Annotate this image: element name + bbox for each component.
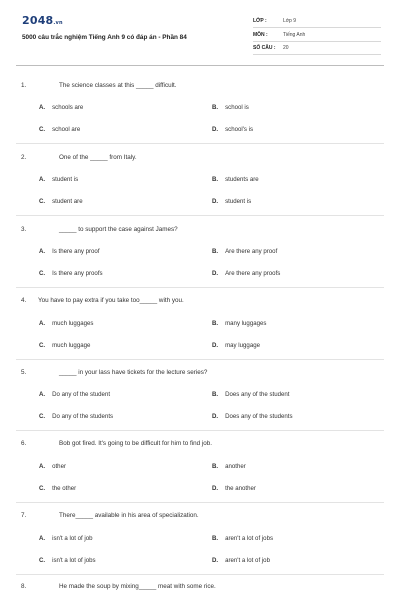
question-separator <box>16 430 384 431</box>
question-text: You have to pay extra if you take too_____ with you. <box>38 297 184 304</box>
meta-label: SỐ CÂU : <box>253 45 276 51</box>
logo-text: 2048 <box>22 14 54 27</box>
option-letter: D. <box>212 557 219 564</box>
option-d[interactable] <box>212 413 293 420</box>
option-letter: C. <box>39 413 46 420</box>
meta-value: Lớp 9 <box>283 18 297 24</box>
option-letter: A. <box>39 320 46 327</box>
question-text: He made the soup by mixing_____ meat with some rice. <box>59 583 216 590</box>
option-letter: C. <box>39 126 46 133</box>
option-c[interactable] <box>39 485 76 492</box>
option-text: many luggages <box>225 320 267 327</box>
option-letter: C. <box>39 198 46 205</box>
document-title: 5000 câu trắc nghiệm Tiếng Anh 9 có đáp án - Phần 84 <box>22 34 187 41</box>
option-letter: D. <box>212 198 219 205</box>
option-text: aren't a lot of job <box>225 557 270 564</box>
option-letter: B. <box>212 535 219 542</box>
option-text: much luggages <box>52 320 94 327</box>
logo-tld: .vn <box>53 20 63 26</box>
option-letter: C. <box>39 270 46 277</box>
meta-value: Tiếng Anh <box>283 31 306 38</box>
option-letter: C. <box>39 342 46 349</box>
option-letter: D. <box>212 485 219 492</box>
option-letter: A. <box>39 176 46 183</box>
question-separator <box>16 502 384 503</box>
option-text: Does any of the student <box>225 391 290 398</box>
option-b[interactable] <box>212 176 259 183</box>
option-text: school is <box>225 104 249 111</box>
option-text: the other <box>52 485 77 492</box>
option-a[interactable] <box>39 104 83 111</box>
question-text: Bob got fired. It's going to be difficult for him to find job. <box>59 440 212 447</box>
option-text: may luggage <box>225 342 260 349</box>
question-number: 2. <box>21 154 27 161</box>
question-text: There_____ available in his area of specialization. <box>59 512 199 519</box>
option-d[interactable] <box>212 126 253 133</box>
question-separator <box>16 143 384 144</box>
question-text: _____ to support the case against James? <box>59 226 178 233</box>
option-letter: A. <box>39 104 46 111</box>
option-text: the another <box>225 485 256 492</box>
option-letter: A. <box>39 248 46 255</box>
option-d[interactable] <box>212 270 280 277</box>
question-separator <box>16 359 384 360</box>
option-text: isn't a lot of jobs <box>52 557 96 564</box>
option-text: isn't a lot of job <box>52 535 93 542</box>
option-letter: A. <box>39 463 46 470</box>
option-text: school's is <box>225 126 254 133</box>
question-text: One of the _____ from Italy. <box>59 154 137 161</box>
option-text: much luggage <box>52 342 91 349</box>
option-c[interactable] <box>39 413 113 420</box>
question-number: 6. <box>21 440 27 447</box>
option-b[interactable] <box>212 248 277 255</box>
option-letter: B. <box>212 463 219 470</box>
question-number: 8. <box>21 583 27 590</box>
option-letter: B. <box>212 320 219 327</box>
meta-value: 20 <box>283 45 289 51</box>
option-text: schools are <box>52 104 84 111</box>
option-c[interactable] <box>39 557 96 564</box>
option-text: Are there any proof <box>225 248 278 255</box>
option-b[interactable] <box>212 320 266 327</box>
option-text: Are there any proofs <box>225 270 281 277</box>
option-c[interactable] <box>39 126 80 133</box>
question-number: 4. <box>21 297 27 304</box>
option-letter: A. <box>39 391 46 398</box>
option-a[interactable] <box>39 248 100 255</box>
option-text: student is <box>225 198 252 205</box>
question-separator <box>16 215 384 216</box>
question-number: 1. <box>21 82 27 89</box>
question-separator <box>16 574 384 575</box>
option-text: another <box>225 463 246 470</box>
option-text: other <box>52 463 66 470</box>
option-text: students are <box>225 176 259 183</box>
option-a[interactable] <box>39 391 110 398</box>
option-d[interactable] <box>212 198 251 205</box>
option-text: student is <box>52 176 79 183</box>
question-number: 5. <box>21 369 27 376</box>
option-letter: C. <box>39 557 46 564</box>
question-separator <box>16 287 384 288</box>
option-letter: C. <box>39 485 46 492</box>
option-b[interactable] <box>212 463 246 470</box>
question-number: 7. <box>21 512 27 519</box>
option-d[interactable] <box>212 557 270 564</box>
option-letter: B. <box>212 391 219 398</box>
meta-label: MÔN : <box>253 31 268 38</box>
question-text: _____ in your lass have tickets for the lecture series? <box>59 369 208 376</box>
option-letter: B. <box>212 176 219 183</box>
option-letter: D. <box>212 270 219 277</box>
option-letter: B. <box>212 248 219 255</box>
option-b[interactable] <box>212 104 249 111</box>
option-a[interactable] <box>39 176 78 183</box>
option-a[interactable] <box>39 320 93 327</box>
option-letter: B. <box>212 104 219 111</box>
option-d[interactable] <box>212 342 260 349</box>
question-number: 3. <box>21 226 27 233</box>
option-letter: D. <box>212 342 219 349</box>
option-c[interactable] <box>39 342 90 349</box>
option-a[interactable] <box>39 535 93 542</box>
option-text: school are <box>52 126 81 133</box>
option-b[interactable] <box>212 535 273 542</box>
option-c[interactable] <box>39 270 103 277</box>
option-letter: D. <box>212 413 219 420</box>
option-text: aren't a lot of jobs <box>225 535 274 542</box>
option-c[interactable] <box>39 198 83 205</box>
meta-label: LỚP : <box>253 18 267 24</box>
option-text: Does any of the students <box>225 413 293 420</box>
option-letter: A. <box>39 535 46 542</box>
option-text: Is there any proofs <box>52 270 103 277</box>
option-a[interactable] <box>39 463 66 470</box>
option-b[interactable] <box>212 391 289 398</box>
option-d[interactable] <box>212 485 256 492</box>
option-text: Is there any proof <box>52 248 100 255</box>
question-text: The science classes at this _____ difficult. <box>59 82 177 89</box>
option-text: Do any of the students <box>52 413 114 420</box>
option-text: student are <box>52 198 83 205</box>
option-text: Do any of the student <box>52 391 111 398</box>
option-letter: D. <box>212 126 219 133</box>
